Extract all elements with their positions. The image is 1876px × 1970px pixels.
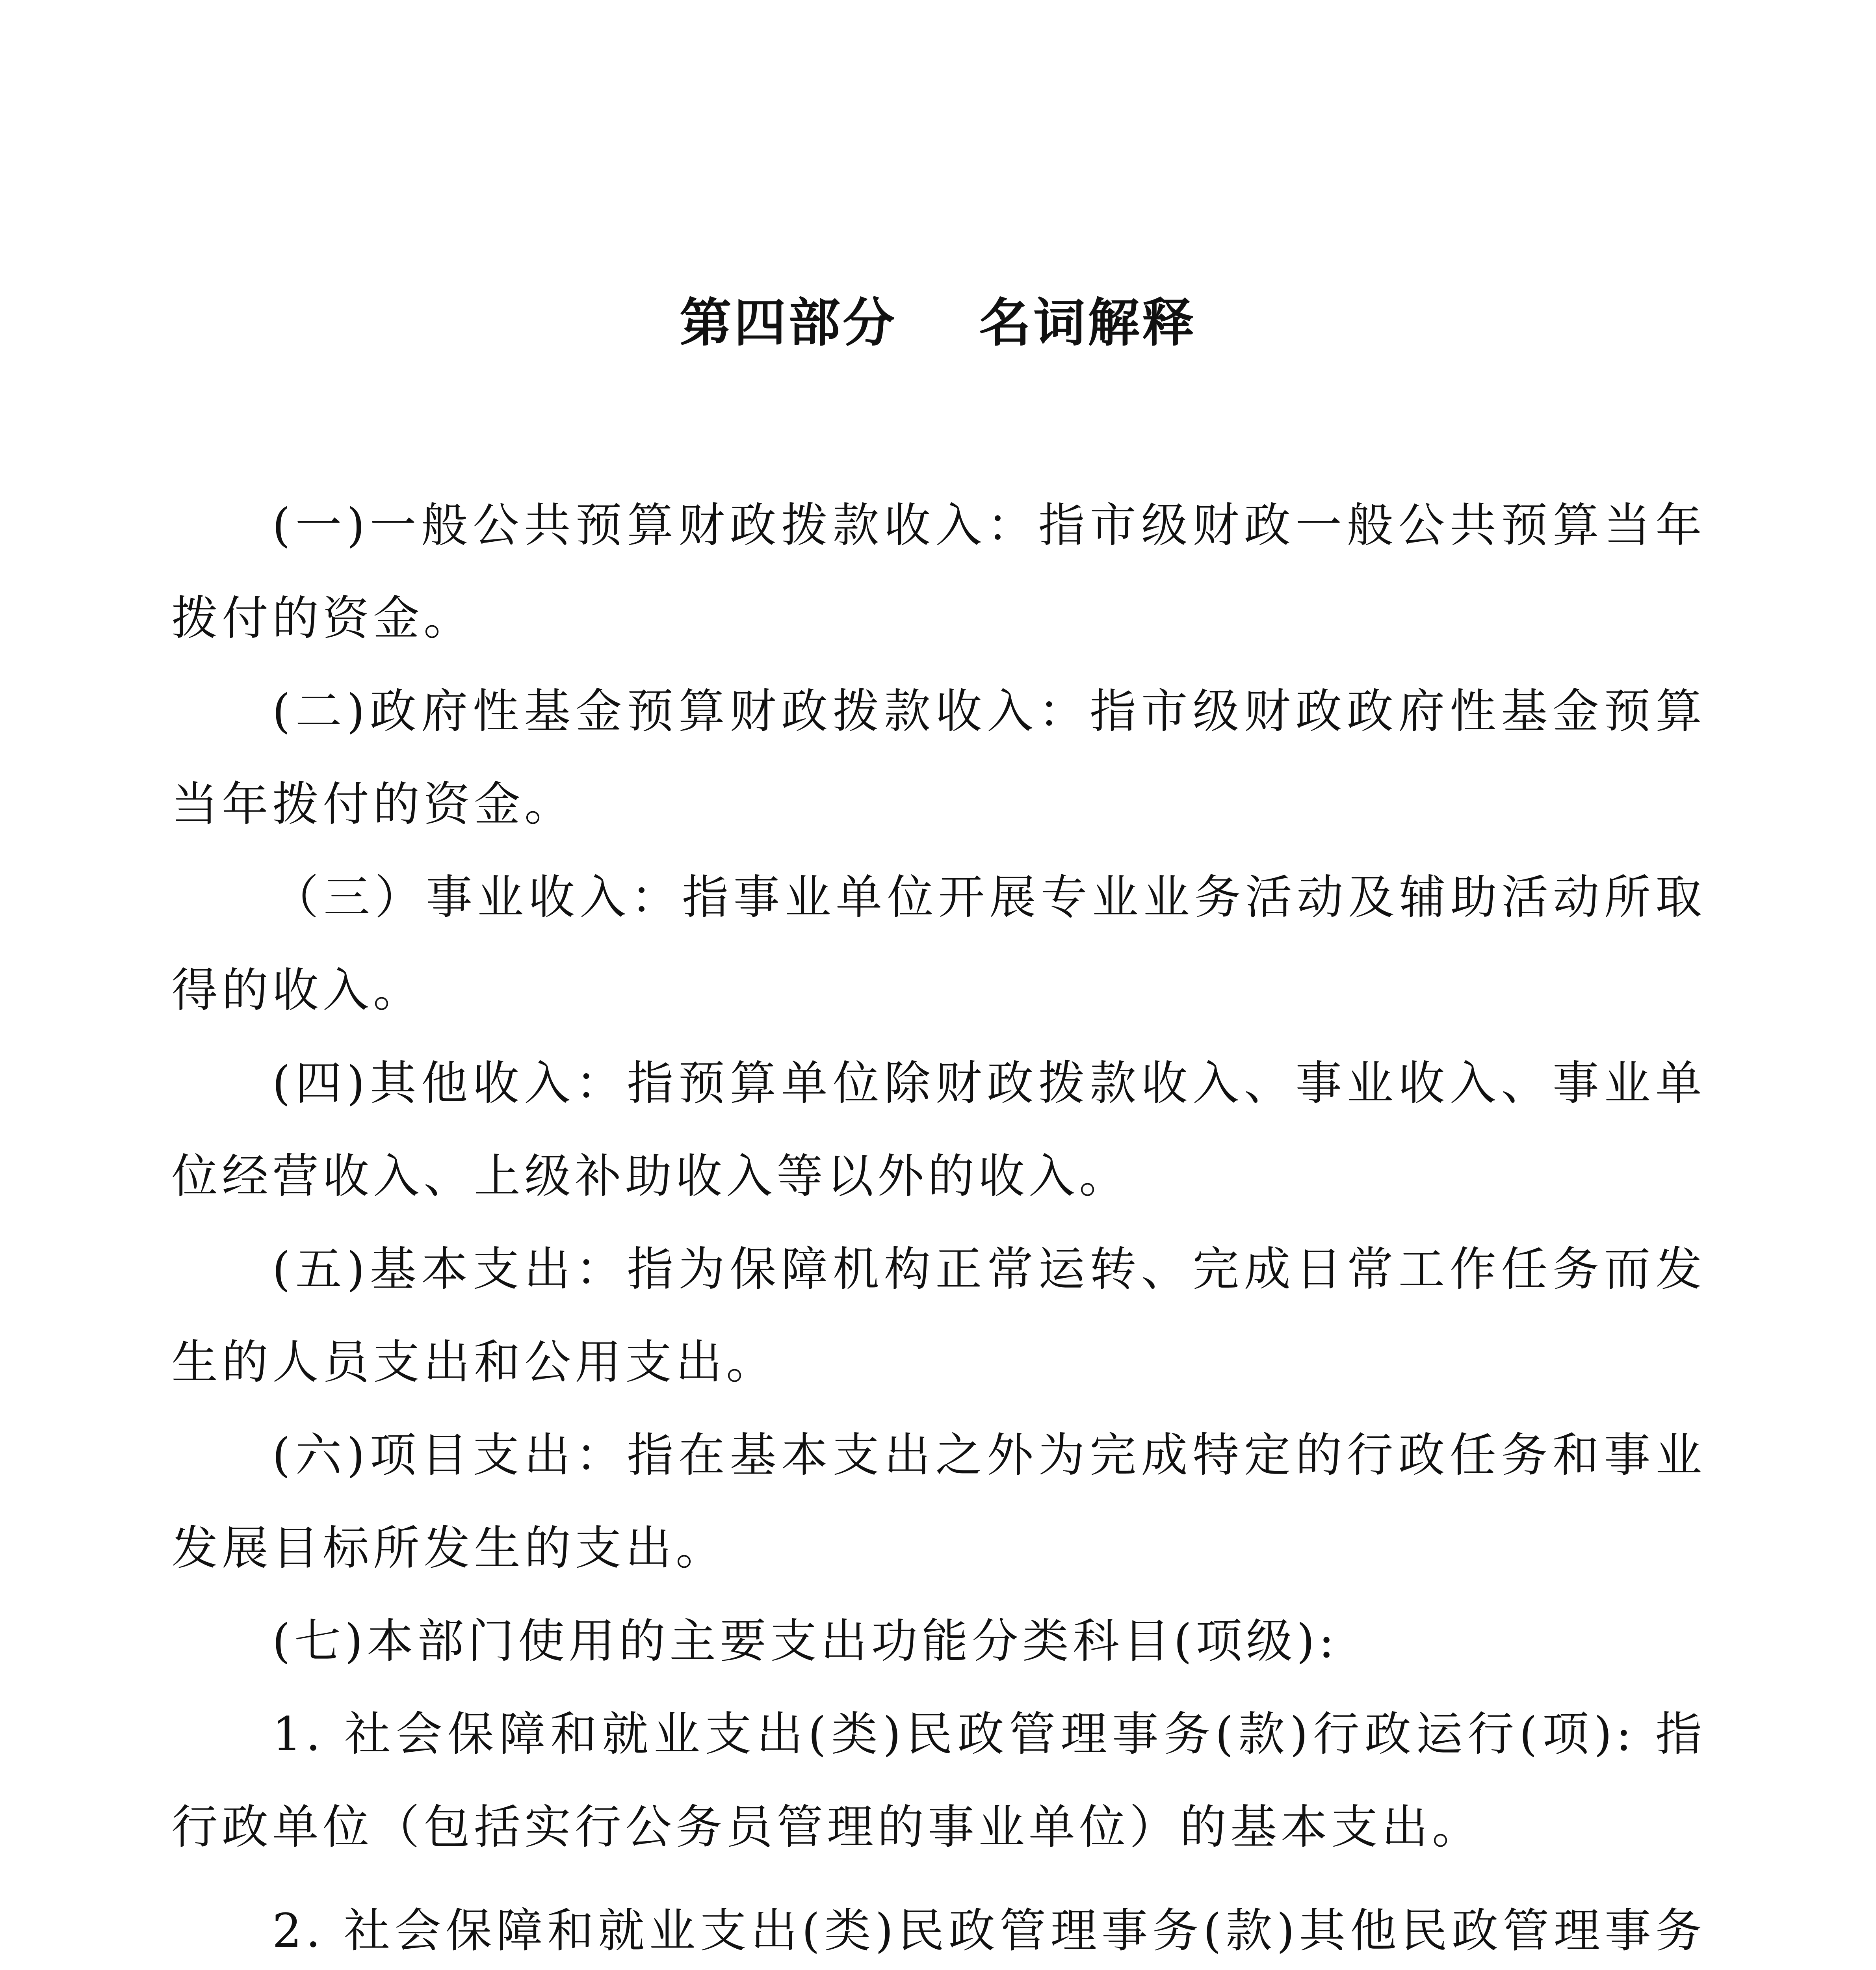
paragraph-item-2: 2. 社会保障和就业支出(类)民政管理事务(款)其他民政管理事务	[272, 1903, 1706, 1958]
paragraph-other-income: (四)其他收入：指预算单位除财政拨款收入、事业收入、事业单位经营收入、上级补助收入等以外的收入。	[171, 1056, 1706, 1203]
paragraph-basic-expenditure: (五)基本支出：指为保障机构正常运转、完成日常工作任务而发生的人员支出和公用支出。	[171, 1242, 1706, 1389]
paragraph-project-expenditure: (六)项目支出：指在基本支出之外为完成特定的行政任务和事业发展目标所发生的支出。	[171, 1428, 1706, 1575]
paragraph-item-1: 1. 社会保障和就业支出(类)民政管理事务(款)行政运行(项): 指行政单位（包括实行公务员管理的事业单位）的基本支出。	[171, 1707, 1706, 1854]
document-body	[171, 479, 1706, 1970]
section-title: 第四部分 名词解释	[680, 293, 1196, 353]
paragraph-general-budget-income: (一)一般公共预算财政拨款收入：指市级财政一般公共预算当年拨付的资金。	[171, 498, 1706, 645]
paragraph-government-fund-income: (二)政府性基金预算财政拨款收入：指市级财政政府性基金预算当年拨付的资金。	[171, 684, 1706, 831]
paragraph-business-income: （三）事业收入：指事业单位开展专业业务活动及辅助活动所取得的收入。	[171, 870, 1706, 1017]
paragraph-main-expenditure-subjects: (七)本部门使用的主要支出功能分类科目(项级):	[272, 1614, 1338, 1668]
